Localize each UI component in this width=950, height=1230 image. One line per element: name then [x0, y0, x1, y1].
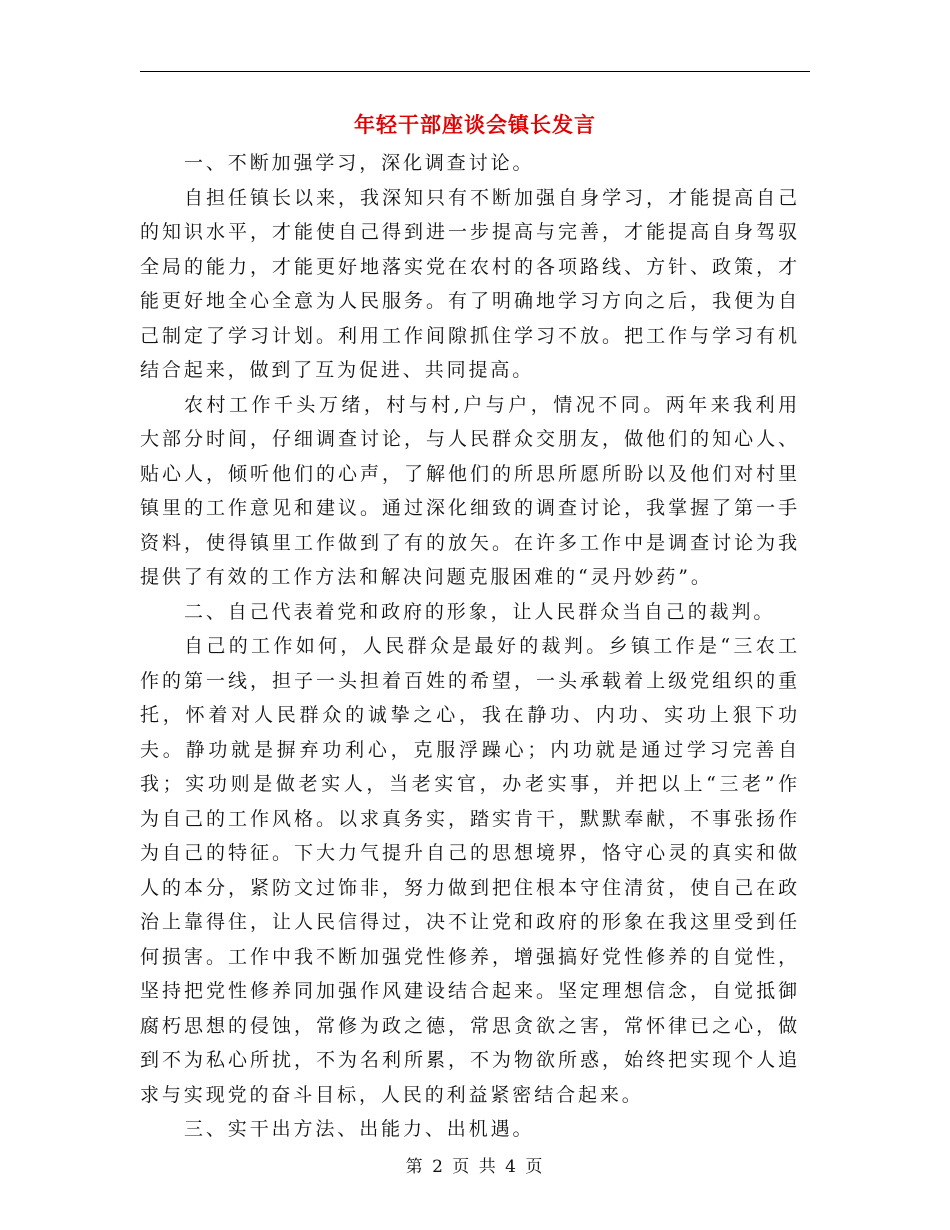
paragraph-3: 自己的工作如何，人民群众是最好的裁判。乡镇工作是“三农工作的第一线，担子一头担着百姓的希望，一头承载着上级党组织的重托，怀着对人民群众的诚挚之心，我在静功、内功、实功上狠下功夫。静功就是摒弃功利心，克服浮躁心；内功就是通过学习完善自我；实功则是做老实人，当老实官，办老实事，并把以上“三老”作为自己的工作风格。以求真务实，踏实肯干，默默奉献，不事张扬作为自己的特征。下大力气提升自己的思想境界，恪守心灵的真实和做人的本分，紧防文过饰非，努力做到把住根本守住清贫，使自己在政治上靠得住，让人民信得过，决不让党和政府的形象在我这里受到任何损害。工作中我不断加强党性修养，增强搞好党性修养的自觉性，坚持把党性修养同加强作风建设结合起来。坚定理想信念，自觉抵御腐朽思想的侵蚀，常修为政之德，常思贪欲之害，常怀律已之心，做到不为私心所扰，不为名利所累，不为物欲所惑，始终把实现个人追求与实现党的奋斗目标，人民的利益紧密结合起来。 — [140, 635, 800, 1106]
paragraph-2: 农村工作千头万绪，村与村,户与户，情况不同。两年来我利用大部分时间，仔细调查讨论，与人民群众交朋友，做他们的知心人、贴心人，倾听他们的心声，了解他们的所思所愿所盼以及他们对村里镇里的工作意见和建议。通过深化细致的调查讨论，我掌握了第一手资料，使得镇里工作做到了有的放矢。在许多工作中是调查讨论为我提供了有效的工作方法和解决问题克服困难的“灵丹妙药”。 — [140, 393, 800, 588]
section-heading-3: 三、实干出方法、出能力、出机遇。 — [184, 1118, 535, 1140]
section-heading-1: 一、不断加强学习，深化调查讨论。 — [184, 152, 535, 174]
paragraph-1: 自担任镇长以来，我深知只有不断加强自身学习，才能提高自己的知识水平，才能使自己得到进一步提高与完善，才能提高自身驾驭全局的能力，才能更好地落实党在农村的各项路线、方针、政策，才能更好地全心全意为人民服务。有了明确地学习方向之后，我便为自己制定了学习计划。利用工作间隙抓住学习不放。把工作与学习有机结合起来，做到了互为促进、共同提高。 — [140, 186, 800, 381]
header-rule — [140, 71, 810, 72]
document-body — [140, 146, 800, 1147]
page-footer: 第 2 页 共 4 页 — [405, 1157, 545, 1177]
document-title: 年轻干部座谈会镇长发言 — [354, 113, 596, 137]
section-heading-2: 二、自己代表着党和政府的形象，让人民群众当自己的裁判。 — [184, 600, 776, 623]
